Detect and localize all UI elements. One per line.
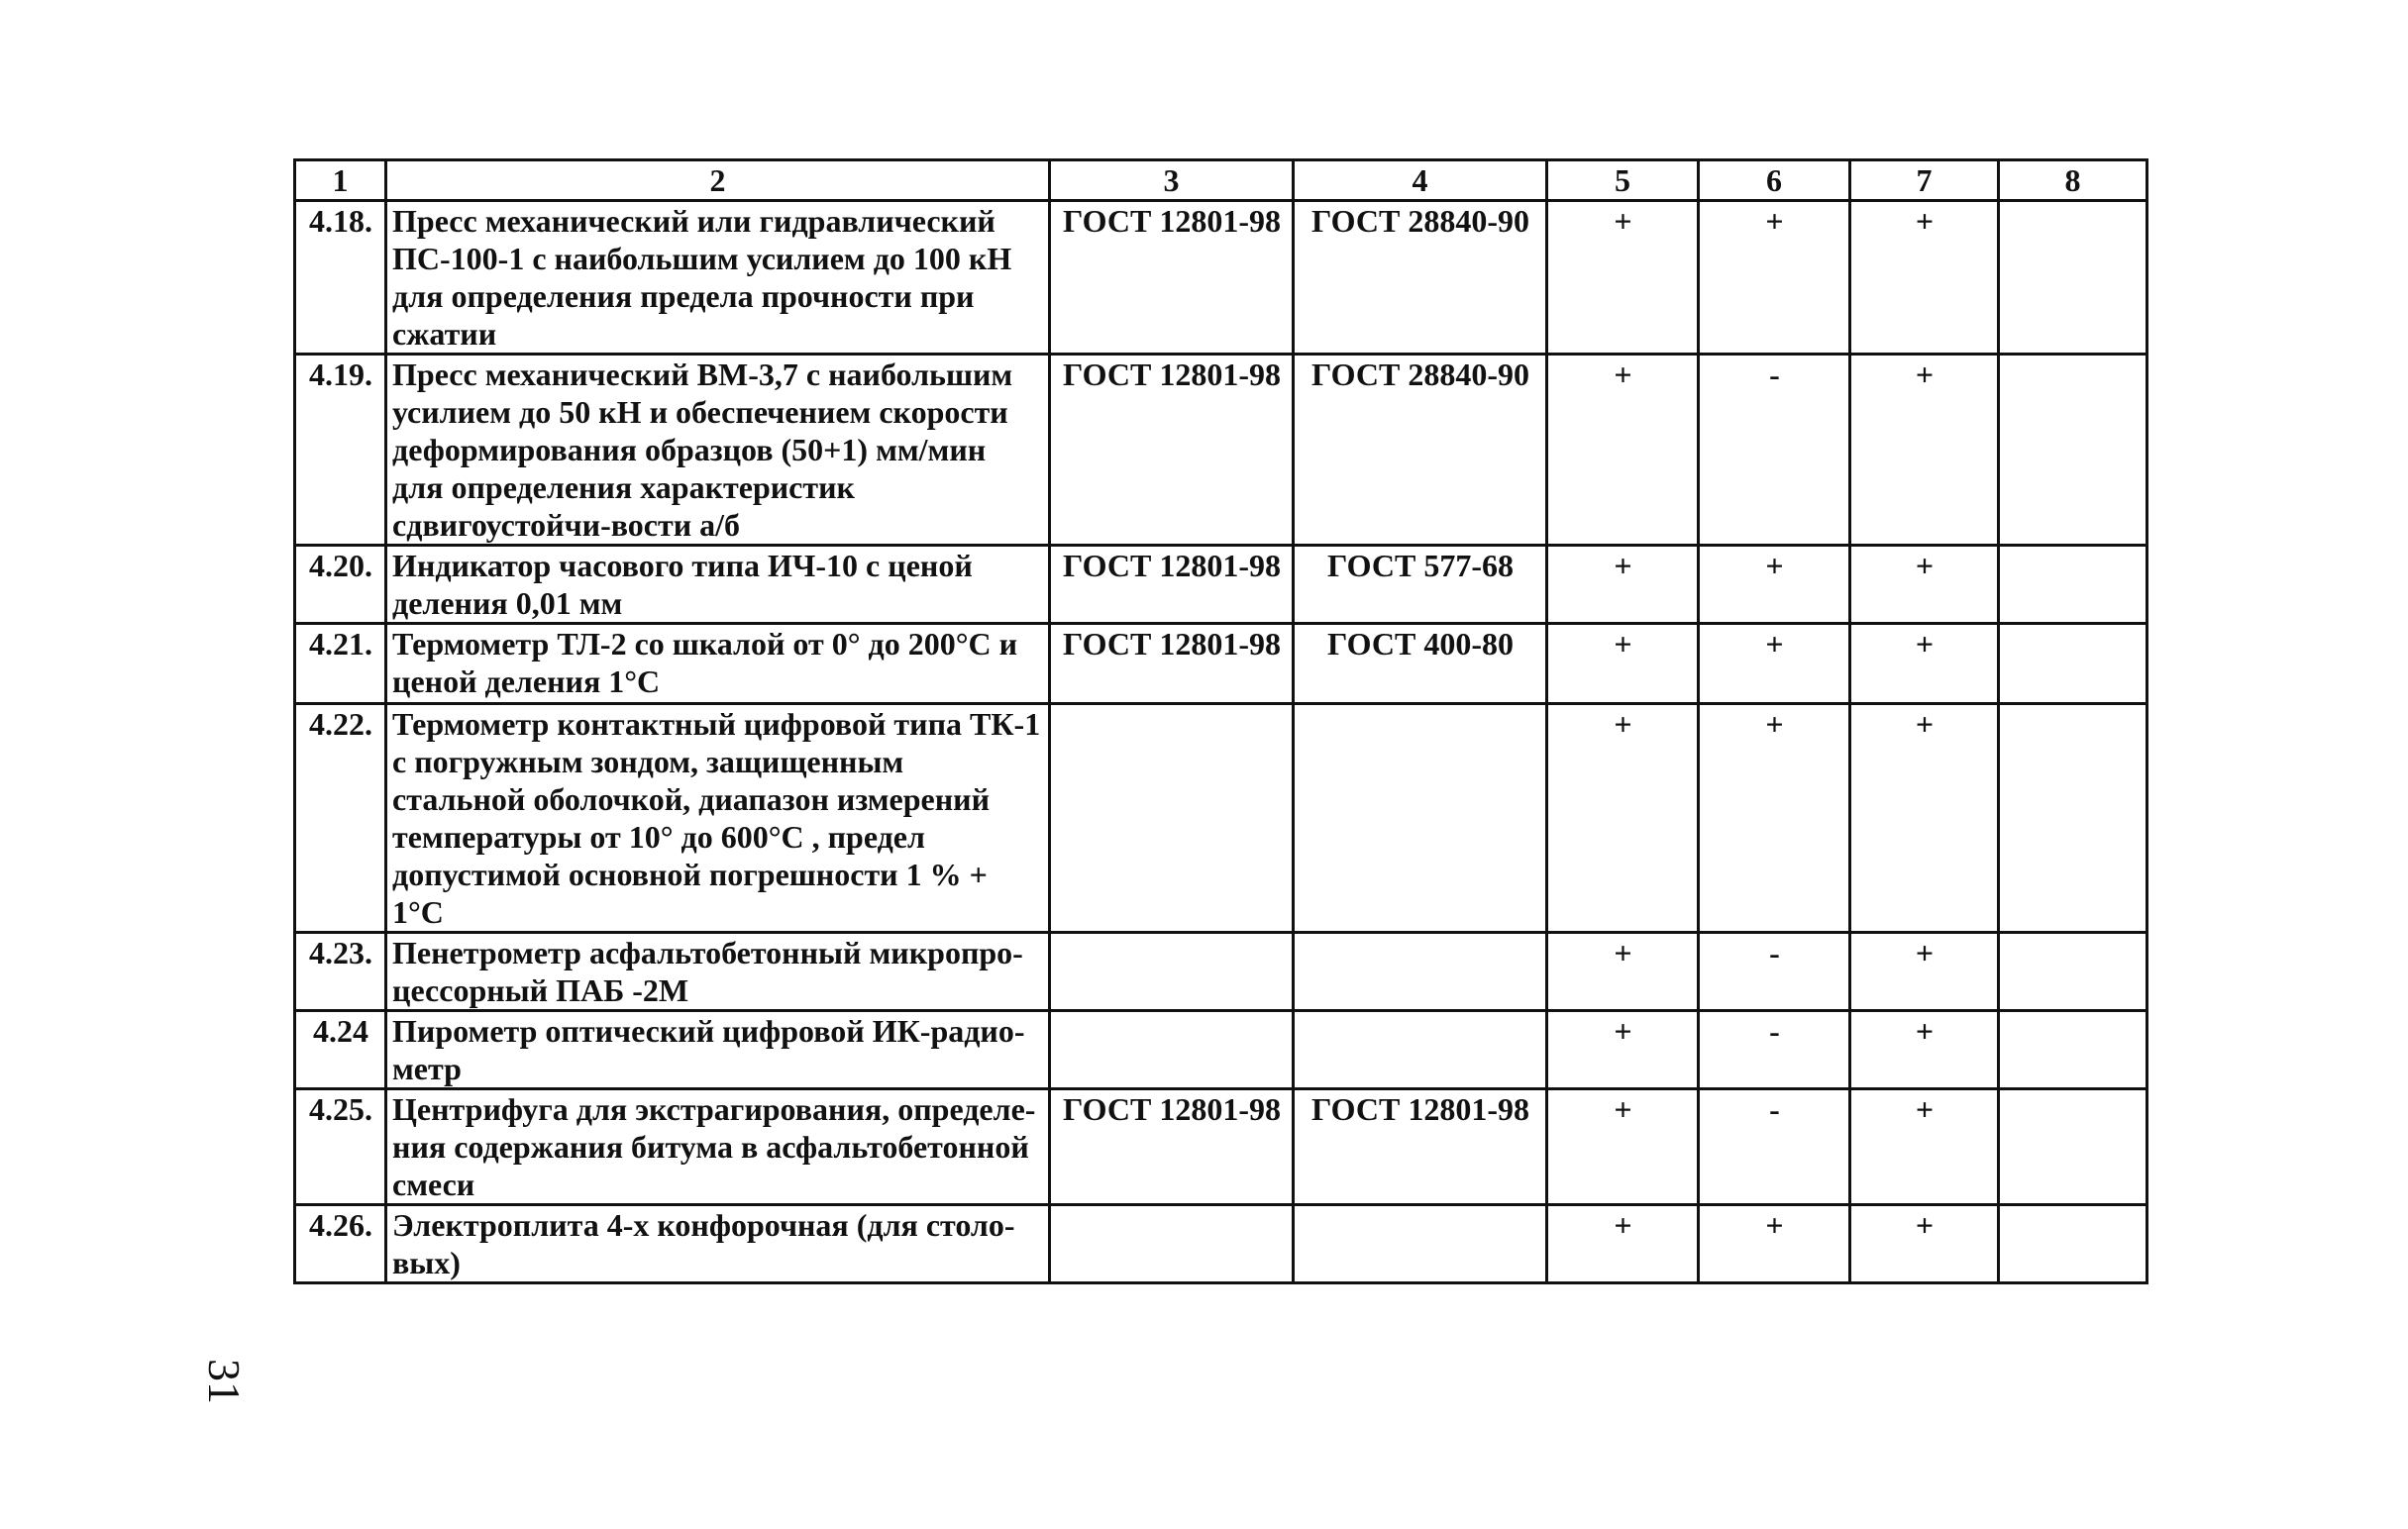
item-name: Пресс механический или гидравлический ПС-100-1 с наибольшим усилием до 100 кН для определения предела прочности при сжатии: [386, 201, 1050, 355]
item-number: 4.25.: [295, 1089, 386, 1205]
standard-col3: [1050, 704, 1294, 933]
mark-col5: +: [1547, 546, 1699, 624]
item-name: Термометр ТЛ-2 со шкалой от 0° до 200°С и ценой деления 1°С: [386, 624, 1050, 704]
table-row: [295, 704, 2147, 933]
table-row: [295, 1011, 2147, 1089]
mark-col5: +: [1547, 704, 1699, 933]
mark-col5: +: [1547, 355, 1699, 546]
standard-col3: ГОСТ 12801-98: [1050, 1089, 1294, 1205]
table-row: [295, 355, 2147, 546]
mark-col8: [1999, 704, 2147, 933]
mark-col5: +: [1547, 933, 1699, 1011]
equipment-table: [293, 158, 2148, 1284]
mark-col7: +: [1850, 1205, 1999, 1283]
standard-col4: ГОСТ 28840-90: [1294, 355, 1547, 546]
table-row: [295, 1205, 2147, 1283]
item-number: 4.24: [295, 1011, 386, 1089]
standard-col4: [1294, 1205, 1547, 1283]
item-name: Пирометр оптический цифровой ИК-радио-метр: [386, 1011, 1050, 1089]
mark-col8: [1999, 1089, 2147, 1205]
table-row: [295, 546, 2147, 624]
column-header: 6: [1699, 160, 1850, 201]
standard-col3: ГОСТ 12801-98: [1050, 201, 1294, 355]
mark-col7: +: [1850, 355, 1999, 546]
table-row: [295, 624, 2147, 704]
mark-col8: [1999, 1205, 2147, 1283]
item-name: Индикатор часового типа ИЧ-10 с ценой деления 0,01 мм: [386, 546, 1050, 624]
mark-col6: -: [1699, 355, 1850, 546]
mark-col6: -: [1699, 1089, 1850, 1205]
mark-col5: +: [1547, 201, 1699, 355]
item-name: Центрифуга для экстрагирования, определе-ния содержания битума в асфальтобетонной смеси: [386, 1089, 1050, 1205]
item-number: 4.18.: [295, 201, 386, 355]
column-header: 3: [1050, 160, 1294, 201]
standard-col3: [1050, 933, 1294, 1011]
mark-col6: +: [1699, 201, 1850, 355]
item-name: Термометр контактный цифровой типа ТК-1 с погружным зондом, защищенным стальной оболочкой, диапазон измерений температуры от 10° до 600°С , предел допустимой основной погрешности 1 % + 1°С: [386, 704, 1050, 933]
mark-col7: +: [1850, 546, 1999, 624]
item-number: 4.22.: [295, 704, 386, 933]
header-row: [295, 160, 2147, 201]
mark-col8: [1999, 201, 2147, 355]
mark-col8: [1999, 1011, 2147, 1089]
mark-col5: +: [1547, 1205, 1699, 1283]
mark-col7: +: [1850, 201, 1999, 355]
standard-col4: [1294, 933, 1547, 1011]
standard-col3: ГОСТ 12801-98: [1050, 546, 1294, 624]
item-name: Электроплита 4-х конфорочная (для столо-вых): [386, 1205, 1050, 1283]
mark-col8: [1999, 933, 2147, 1011]
item-number: 4.21.: [295, 624, 386, 704]
standard-col4: ГОСТ 28840-90: [1294, 201, 1547, 355]
standard-col4: ГОСТ 12801-98: [1294, 1089, 1547, 1205]
standard-col4: [1294, 1011, 1547, 1089]
mark-col5: +: [1547, 1011, 1699, 1089]
mark-col7: +: [1850, 624, 1999, 704]
mark-col7: +: [1850, 704, 1999, 933]
table-row: [295, 1089, 2147, 1205]
mark-col6: -: [1699, 933, 1850, 1011]
standard-col4: ГОСТ 577-68: [1294, 546, 1547, 624]
column-header: 2: [386, 160, 1050, 201]
item-number: 4.20.: [295, 546, 386, 624]
standard-col4: [1294, 704, 1547, 933]
page-number: 31: [199, 1359, 250, 1404]
standard-col3: ГОСТ 12801-98: [1050, 624, 1294, 704]
mark-col8: [1999, 546, 2147, 624]
standard-col4: ГОСТ 400-80: [1294, 624, 1547, 704]
table-row: [295, 201, 2147, 355]
mark-col6: +: [1699, 1205, 1850, 1283]
mark-col8: [1999, 624, 2147, 704]
mark-col7: +: [1850, 1011, 1999, 1089]
mark-col7: +: [1850, 1089, 1999, 1205]
mark-col8: [1999, 355, 2147, 546]
item-number: 4.19.: [295, 355, 386, 546]
mark-col6: +: [1699, 546, 1850, 624]
standard-col3: ГОСТ 12801-98: [1050, 355, 1294, 546]
column-header: 4: [1294, 160, 1547, 201]
item-number: 4.23.: [295, 933, 386, 1011]
mark-col7: +: [1850, 933, 1999, 1011]
item-name: Пресс механический ВМ-3,7 с наибольшим усилием до 50 кН и обеспечением скорости деформирования образцов (50+1) мм/мин для определения характеристик сдвигоустойчи-вости а/б: [386, 355, 1050, 546]
standard-col3: [1050, 1011, 1294, 1089]
column-header: 8: [1999, 160, 2147, 201]
item-number: 4.26.: [295, 1205, 386, 1283]
item-name: Пенетрометр асфальтобетонный микропро-цессорный ПАБ -2М: [386, 933, 1050, 1011]
mark-col5: +: [1547, 1089, 1699, 1205]
column-header: 7: [1850, 160, 1999, 201]
mark-col6: -: [1699, 1011, 1850, 1089]
mark-col6: +: [1699, 624, 1850, 704]
standard-col3: [1050, 1205, 1294, 1283]
mark-col5: +: [1547, 624, 1699, 704]
table-row: [295, 933, 2147, 1011]
mark-col6: +: [1699, 704, 1850, 933]
column-header: 5: [1547, 160, 1699, 201]
column-header: 1: [295, 160, 386, 201]
